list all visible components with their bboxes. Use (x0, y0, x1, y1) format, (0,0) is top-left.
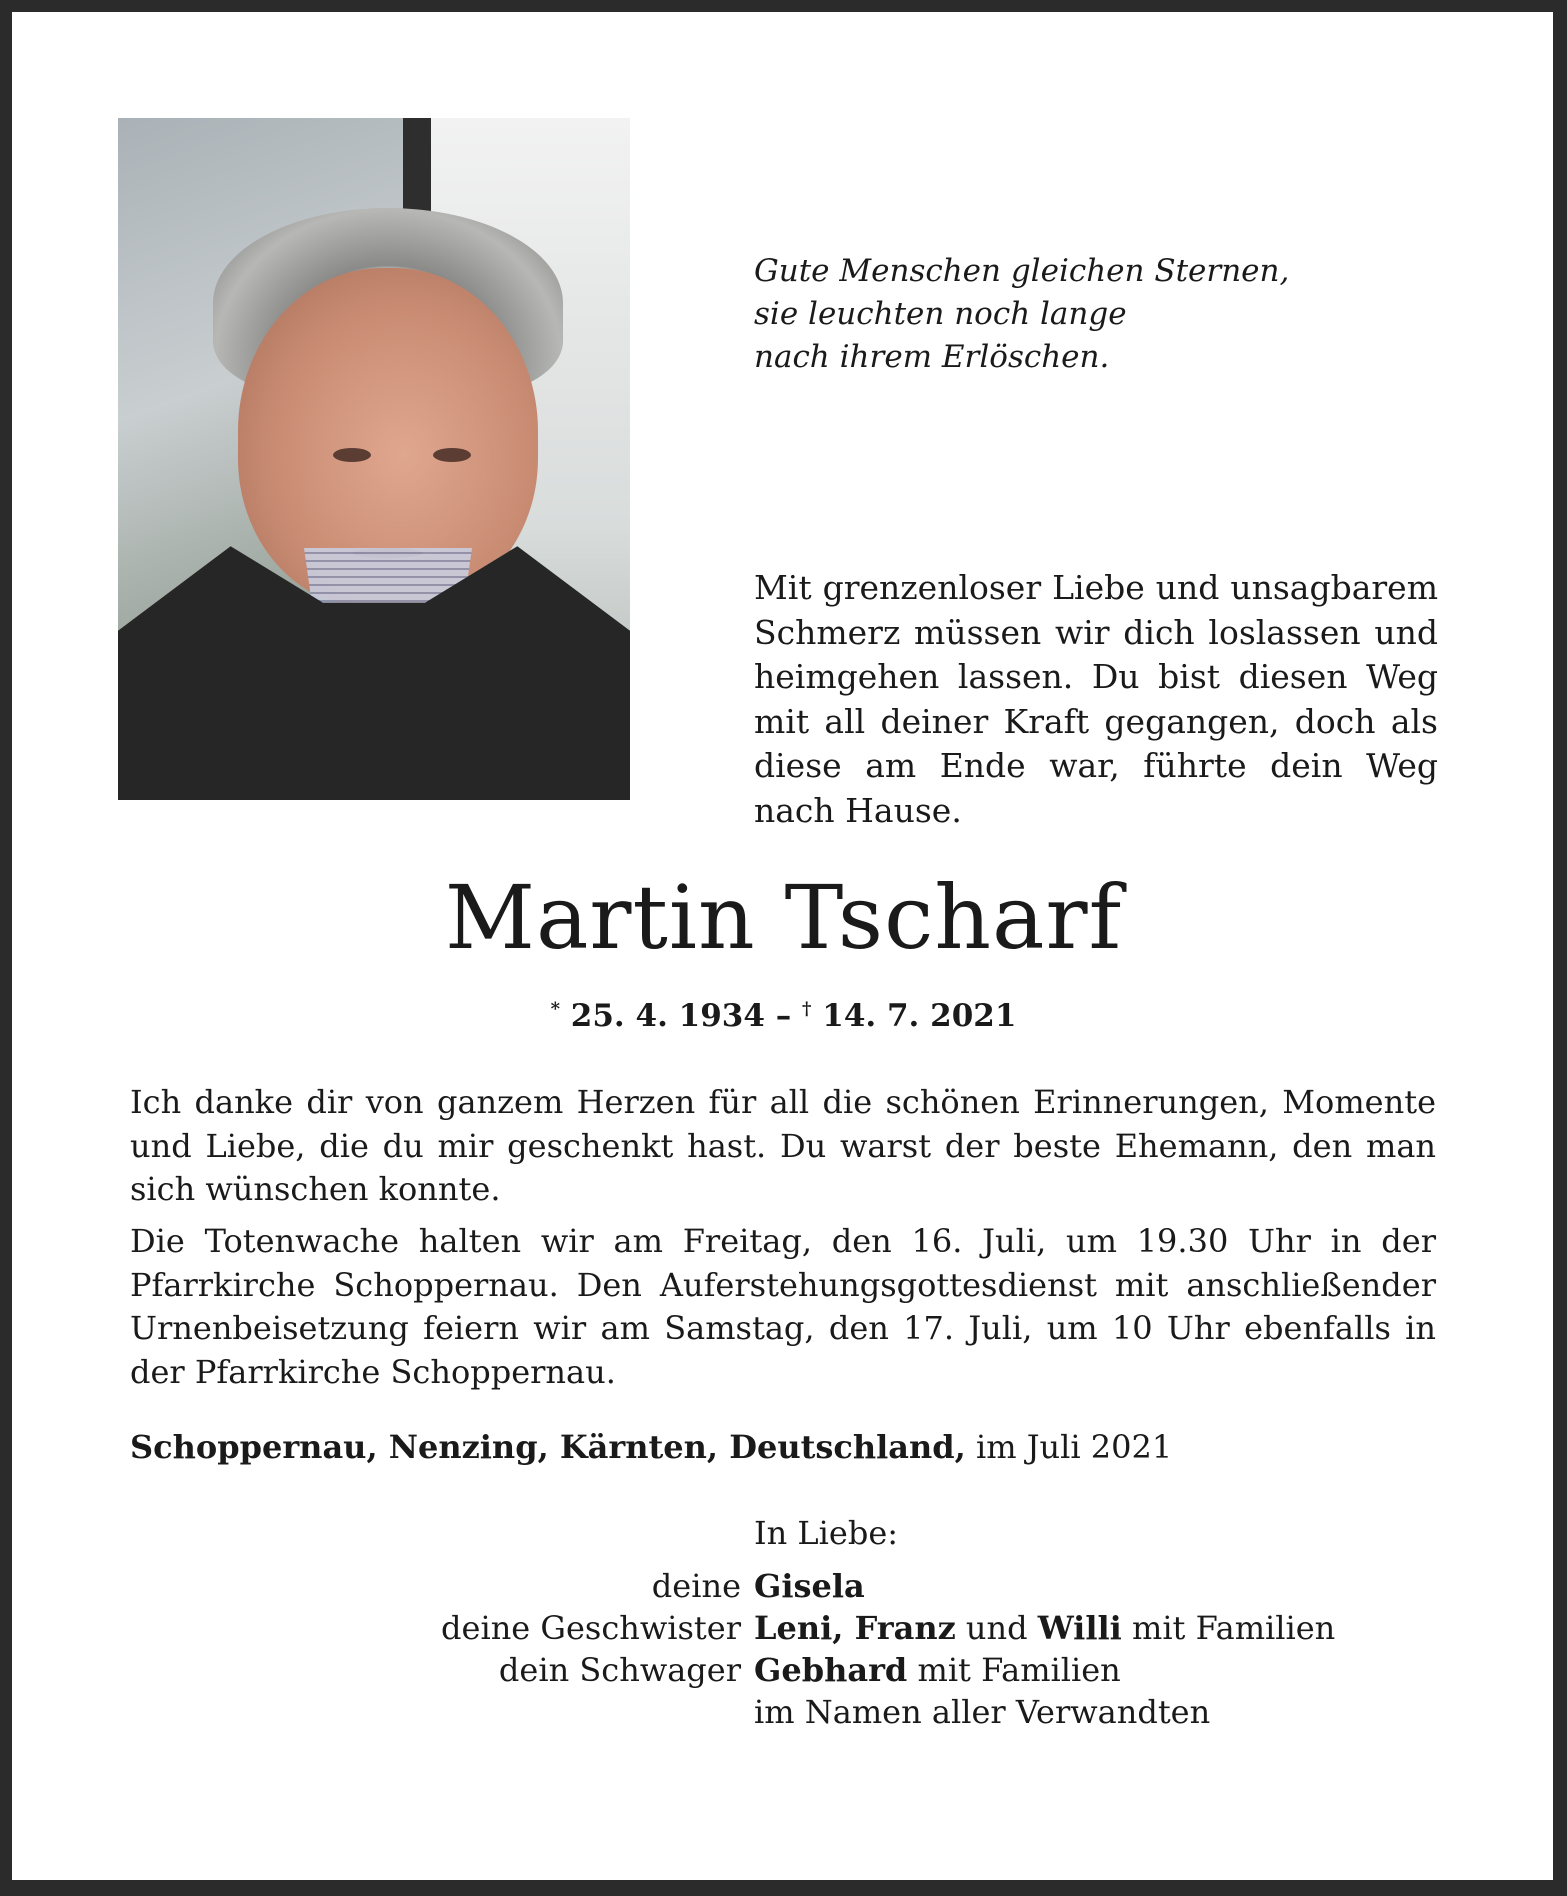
signatory (754, 1564, 865, 1608)
intro-text: Mit grenzenloser Liebe und unsagbarem Schmerz müssen wir dich loslassen und heimgehen lassen. Du bist diesen Weg mit all deiner Kraft gegangen, doch als diese am Ende war, führte dein Weg nach Hause. (754, 568, 1438, 830)
name-primary: Gisela (754, 1567, 865, 1605)
relation: dein Schwager (498, 1651, 741, 1689)
signatory (754, 1690, 1210, 1734)
death-date: 14. 7. 2021 (822, 998, 1017, 1034)
relation: deine Geschwister (441, 1609, 741, 1647)
date-text: im Juli 2021 (965, 1428, 1173, 1466)
place-and-date (130, 1428, 1172, 1466)
suffix: mit Familien (1121, 1609, 1336, 1647)
signature-row (0, 1564, 1567, 1608)
death-symbol: † (802, 998, 812, 1020)
life-dates (0, 998, 1567, 1034)
in-liebe-label: In Liebe: (754, 1514, 899, 1552)
birth-symbol: * (550, 998, 560, 1020)
signature-row (0, 1690, 1567, 1734)
relation: deine (651, 1567, 741, 1605)
suffix: im Namen aller Verwandten (754, 1693, 1211, 1731)
name-secondary: Willi (1037, 1609, 1122, 1647)
memorial-quote: Gute Menschen gleichen Sternen, sie leuchten noch lange nach ihrem Erlöschen. (754, 253, 1290, 375)
signatory (754, 1606, 1335, 1650)
name-primary: Gebhard (754, 1651, 908, 1689)
name-primary: Leni, Franz (754, 1609, 956, 1647)
service-paragraph: Die Totenwache halten wir am Freitag, den 16. Juli, um 19.30 Uhr in der Pfarrkirche Schoppernau. Den Auferstehungsgottesdienst mit anschließender Urnenbeisetzung feiern wir am Samstag, den 17. Juli, um 10 Uhr ebenfalls in der Pfarrkirche Schoppernau. (130, 1222, 1436, 1391)
signature-row (0, 1648, 1567, 1692)
signature-row (0, 1606, 1567, 1650)
locations: Schoppernau, Nenzing, Kärnten, Deutschland, (130, 1428, 966, 1466)
portrait-photo (118, 118, 630, 800)
deceased-name: Martin Tscharf (444, 866, 1123, 969)
birth-date: 25. 4. 1934 (570, 998, 765, 1034)
signatory (754, 1648, 1121, 1692)
connector: und (955, 1609, 1038, 1647)
suffix: mit Familien (907, 1651, 1121, 1689)
thanks-paragraph: Ich danke dir von ganzem Herzen für all die schönen Erinnerungen, Momente und Liebe, die du mir geschenkt hast. Du warst der beste Ehemann, den man sich wünschen konnte. (130, 1083, 1436, 1208)
date-separator: – (764, 998, 803, 1034)
